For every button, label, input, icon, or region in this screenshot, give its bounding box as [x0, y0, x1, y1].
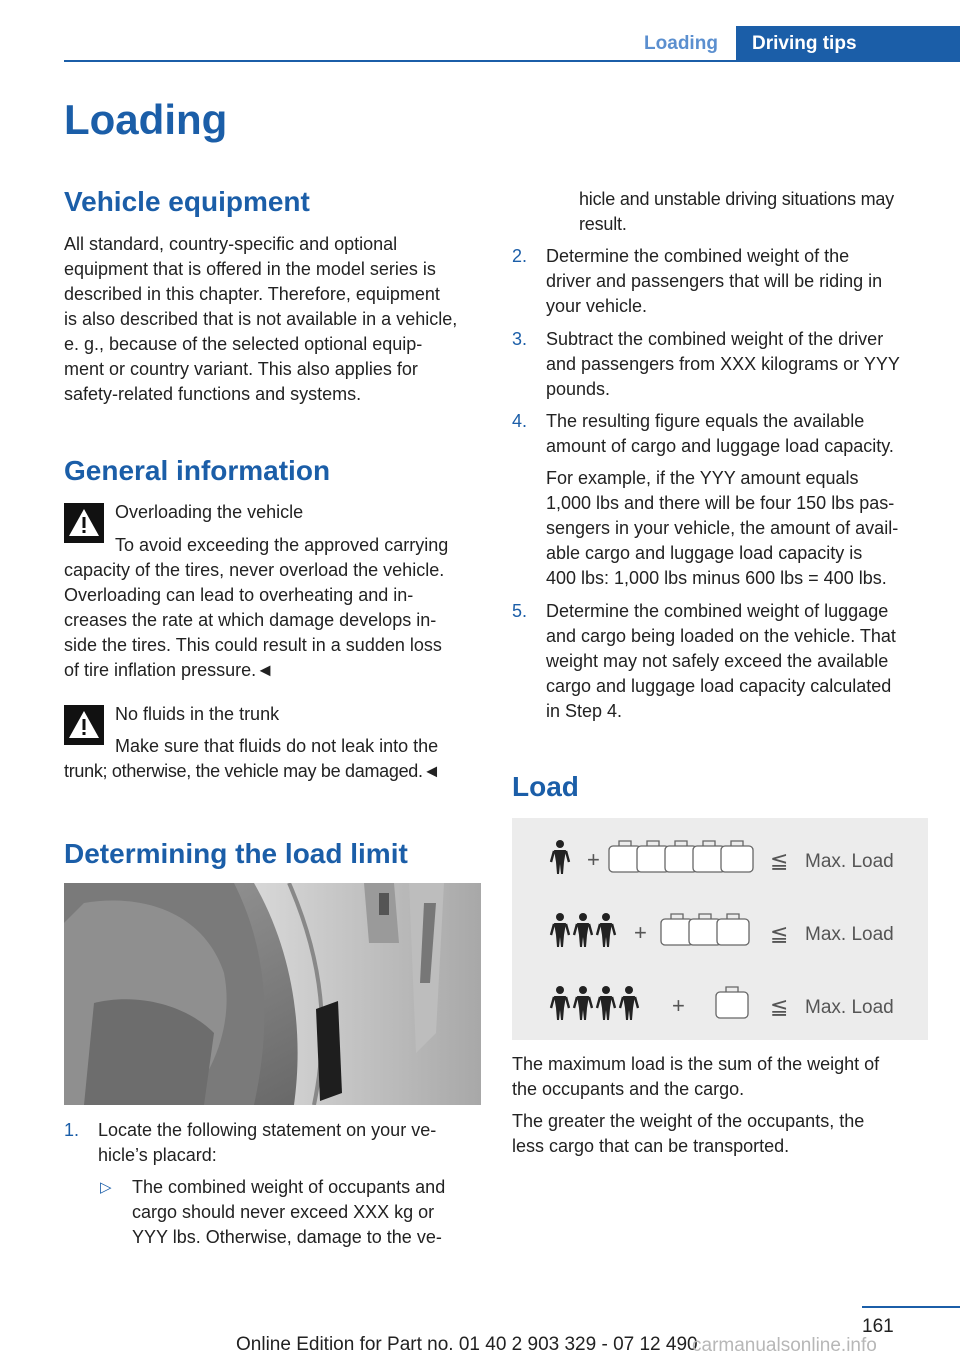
header-tab-loading[interactable]: Loading — [644, 33, 718, 54]
person-icon — [597, 913, 615, 947]
suitcase-icon — [665, 841, 697, 872]
heading-vehicle-equipment: Vehicle equipment — [64, 186, 310, 217]
step-4: 4. The resulting figure equals the available amount of cargo and luggage load capacity. — [512, 411, 894, 456]
max-load-label: Max. Load — [805, 851, 894, 872]
suitcase-icon — [661, 914, 693, 945]
page-number: 161 — [862, 1316, 894, 1337]
footer-rule — [862, 1306, 960, 1308]
step-2: 2. Determine the combined weight of the driver and passengers that will be riding in your vehicle. — [512, 246, 883, 316]
plus-sign: + — [587, 847, 600, 872]
page-title: Loading — [64, 96, 228, 143]
plus-sign: + — [672, 993, 685, 1018]
leq-sign: ≦ — [770, 849, 789, 874]
step-5: 5. Determine the combined weight of luggage and cargo being loaded on the vehicle. That weight may not safely exceed the available cargo and luggage load capacity calculated in Step 4. — [512, 601, 896, 721]
max-load-label: Max. Load — [805, 997, 894, 1018]
suitcase-icon — [689, 914, 721, 945]
person-icon — [551, 986, 569, 1020]
leq-sign: ≦ — [770, 995, 789, 1020]
step-1-bullet: ▷ The combined weight of occupants and cargo should never exceed XXX kg or YYY lbs. Otherwise, damage to the ve- — [100, 1177, 446, 1247]
warning-text-fluids: Make sure that fluids do not leak into the trunk; otherwise, the vehicle may be damaged.◄ — [64, 736, 441, 781]
person-icon — [574, 913, 592, 947]
warning-text-overloading: To avoid exceeding the approved carrying capacity of the tires, never overload the vehicle. Overloading can lead to overheating and in- creases the rate at which damage develops in- side the tires. This could result in a sudden loss of tire inflation pressure.◄ — [64, 535, 449, 680]
plus-sign: + — [634, 920, 647, 945]
suitcase-icon — [721, 841, 753, 872]
warning-title-fluids: No fluids in the trunk — [115, 704, 280, 724]
suitcase-icon — [693, 841, 725, 872]
person-icon — [574, 986, 592, 1020]
suitcase-icon — [716, 987, 748, 1018]
footer-edition: Online Edition for Part no. 01 40 2 903 329 - 07 12 490 — [236, 1334, 698, 1355]
heading-load-limit: Determining the load limit — [64, 838, 408, 869]
heading-general-information: General information — [64, 455, 331, 486]
suitcase-icon — [637, 841, 669, 872]
header-tab-driving-tips[interactable]: Driving tips — [736, 26, 960, 62]
vehicle-equipment-text: All standard, country-specific and optional equipment that is offered in the model series is described in this chapter. Therefore, equipment is also described that is not available in a vehicle, e. g., because of the selected optional equip- ment or country variant. This also applies for safety-related functions and systems. — [64, 234, 458, 404]
step-3: 3. Subtract the combined weight of the driver and passengers from XXX kilograms or YYY pounds. — [512, 329, 900, 399]
bullet-continued: hicle and unstable driving situations may result. — [579, 189, 894, 234]
warning-title-overloading: Overloading the vehicle — [115, 502, 304, 522]
load-diagram — [512, 818, 928, 1040]
step-4-example: For example, if the YYY amount equals 1,000 lbs and there will be four 150 lbs pas- sengers in your vehicle, the amount of avail- able cargo and luggage load capacity is 400 lbs: 1,000 lbs minus 600 lbs = 400 lbs. — [546, 468, 899, 588]
load-text-1: The maximum load is the sum of the weight of the occupants and the cargo. — [512, 1054, 880, 1099]
vehicle-door-photo — [64, 883, 481, 1105]
watermark: carmanualsonline.info — [692, 1335, 877, 1356]
person-icon — [597, 986, 615, 1020]
person-icon — [551, 840, 569, 874]
header-rule — [64, 60, 960, 62]
person-icon — [551, 913, 569, 947]
step-1: 1. Locate the following statement on your ve- hicle’s placard: — [64, 1120, 437, 1165]
load-text-2: The greater the weight of the occupants, the less cargo that can be transported. — [512, 1111, 865, 1156]
max-load-label: Max. Load — [805, 924, 894, 945]
suitcase-icon — [609, 841, 641, 872]
heading-load: Load — [512, 771, 579, 802]
suitcase-icon — [717, 914, 749, 945]
person-icon — [620, 986, 638, 1020]
leq-sign: ≦ — [770, 922, 789, 947]
